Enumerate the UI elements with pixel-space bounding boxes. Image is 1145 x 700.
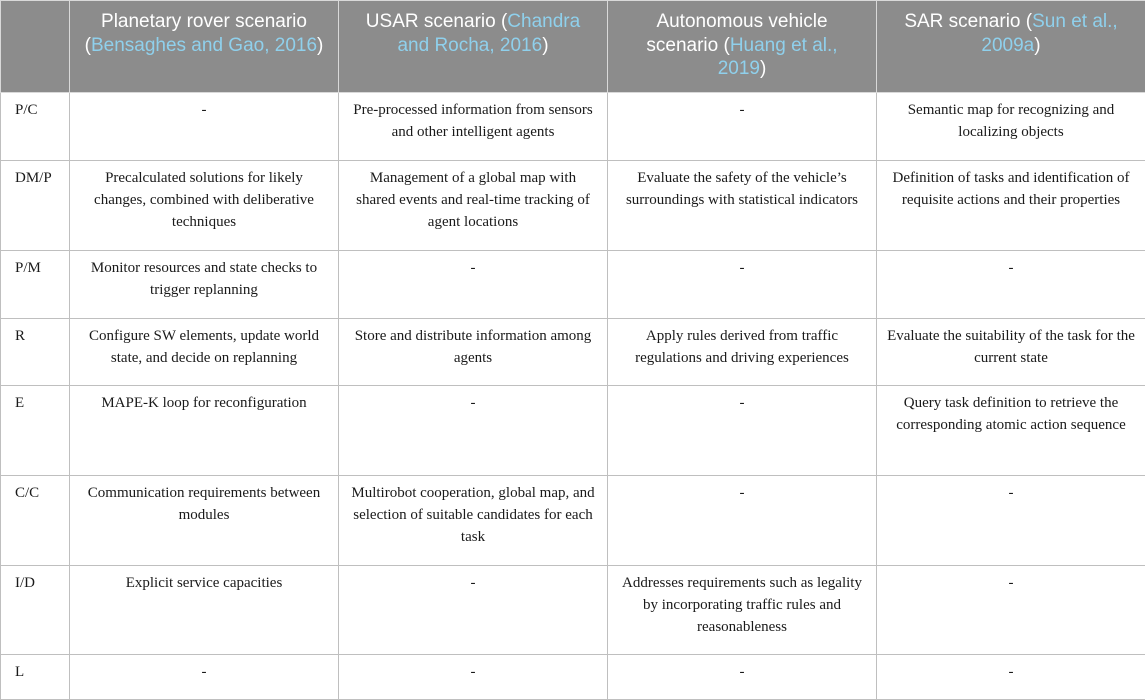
table-cell: Configure SW elements, update world state, and decide on replanning: [70, 319, 339, 386]
header-title: SAR scenario (: [904, 11, 1032, 32]
table-cell: -: [877, 251, 1145, 319]
citation-link[interactable]: Huang et al., 2019: [718, 35, 838, 80]
table-row: [1, 386, 1145, 476]
header-corner-cell: [1, 1, 70, 93]
table-cell: Query task definition to retrieve the corresponding atomic action sequence: [877, 386, 1145, 476]
table-cell: -: [339, 251, 608, 319]
table-row: [1, 251, 1145, 319]
table-cell: -: [608, 251, 877, 319]
table-cell: Management of a global map with shared events and real-time tracking of agent locations: [339, 161, 608, 251]
table-cell: Apply rules derived from traffic regulations and driving experiences: [608, 319, 877, 386]
table-cell: -: [877, 566, 1145, 655]
table-cell: Semantic map for recognizing and localizing objects: [877, 93, 1145, 161]
table-cell: -: [339, 386, 608, 476]
header-title: Autonomous vehicle scenario (: [646, 11, 827, 56]
row-label: I/D: [1, 566, 70, 655]
header-sar: [877, 1, 1145, 93]
header-autonomous-vehicle: [608, 1, 877, 93]
header-close: ): [1034, 35, 1040, 56]
table-cell: -: [608, 476, 877, 566]
table-row: [1, 566, 1145, 655]
table-row: [1, 93, 1145, 161]
table-cell: Multirobot cooperation, global map, and selection of suitable candidates for each task: [339, 476, 608, 566]
citation-link[interactable]: Sun et al., 2009a: [981, 11, 1117, 56]
row-label: P/C: [1, 93, 70, 161]
row-label: P/M: [1, 251, 70, 319]
row-label: E: [1, 386, 70, 476]
table-cell: Monitor resources and state checks to trigger replanning: [70, 251, 339, 319]
table-cell: -: [877, 476, 1145, 566]
table-cell: -: [339, 655, 608, 700]
row-label: C/C: [1, 476, 70, 566]
table-cell: -: [70, 93, 339, 161]
table-cell: -: [339, 566, 608, 655]
table-row: [1, 476, 1145, 566]
header-usar: [339, 1, 608, 93]
header-title: Planetary rover scenario (: [85, 11, 307, 56]
header-planetary-rover: [70, 1, 339, 93]
header-row: [1, 1, 1145, 93]
table-cell: Communication requirements between modules: [70, 476, 339, 566]
table-cell: Store and distribute information among agents: [339, 319, 608, 386]
header-close: ): [760, 58, 766, 79]
table-row: [1, 655, 1145, 700]
row-label: DM/P: [1, 161, 70, 251]
table-cell: Addresses requirements such as legality by incorporating traffic rules and reasonableness: [608, 566, 877, 655]
table-cell: Explicit service capacities: [70, 566, 339, 655]
table-cell: Evaluate the suitability of the task for the current state: [877, 319, 1145, 386]
header-title: USAR scenario (: [366, 11, 508, 32]
row-label: R: [1, 319, 70, 386]
table-row: [1, 161, 1145, 251]
table-cell: MAPE-K loop for reconfiguration: [70, 386, 339, 476]
table-cell: Evaluate the safety of the vehicle’s surroundings with statistical indicators: [608, 161, 877, 251]
citation-link[interactable]: Bensaghes and Gao, 2016: [91, 35, 317, 56]
table-cell: -: [877, 655, 1145, 700]
table-cell: Definition of tasks and identification of requisite actions and their properties: [877, 161, 1145, 251]
row-label: L: [1, 655, 70, 700]
table-row: [1, 319, 1145, 386]
table-cell: Precalculated solutions for likely changes, combined with deliberative techniques: [70, 161, 339, 251]
table-cell: -: [608, 93, 877, 161]
table-cell: Pre-processed information from sensors and other intelligent agents: [339, 93, 608, 161]
citation-link[interactable]: Chandra and Rocha, 2016: [397, 11, 580, 56]
table-cell: -: [608, 655, 877, 700]
header-close: ): [542, 35, 548, 56]
table-cell: -: [608, 386, 877, 476]
header-close: ): [317, 35, 323, 56]
table-cell: -: [70, 655, 339, 700]
